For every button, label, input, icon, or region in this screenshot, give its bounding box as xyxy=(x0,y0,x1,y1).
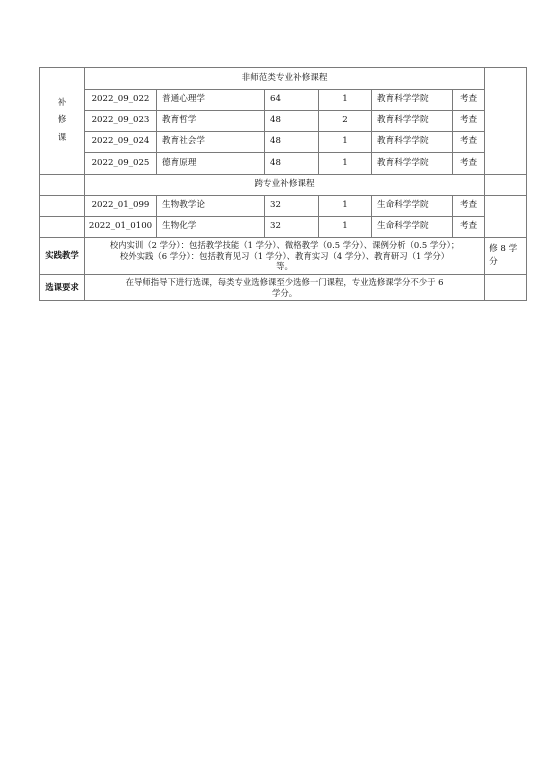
requirements-row xyxy=(40,275,527,301)
course-name: 德育原理 xyxy=(157,153,265,175)
practice-credit-note: 修 8 学分 xyxy=(485,238,527,275)
course-name: 生物教学论 xyxy=(157,196,265,217)
requirements-line-1: 在导师指导下进行选课，每类专业选修课至少选修一门课程，专业选修课学分不少于 6 xyxy=(125,276,444,287)
course-credits: 1 xyxy=(319,217,372,238)
course-credits: 1 xyxy=(319,90,372,111)
course-college: 生命科学学院 xyxy=(372,217,453,238)
course-college: 教育科学学院 xyxy=(372,132,453,153)
course-name: 生物化学 xyxy=(157,217,265,238)
course-code: 2022_09_023 xyxy=(85,111,157,132)
course-assessment: 考查 xyxy=(453,90,485,111)
course-hours: 32 xyxy=(265,217,319,238)
requirements-label: 选课要求 xyxy=(40,275,85,301)
course-assessment: 考查 xyxy=(453,196,485,217)
course-code: 2022_09_022 xyxy=(85,90,157,111)
course-code: 2022_09_024 xyxy=(85,132,157,153)
course-hours: 48 xyxy=(265,111,319,132)
practice-line-1: 校内实训（2 学分）：包括教学技能（1 学分）、微格教学（0.5 学分）、课例分析（0.5 学分）； xyxy=(109,239,460,250)
course-hours: 64 xyxy=(265,90,319,111)
course-credits: 1 xyxy=(319,153,372,175)
course-college: 教育科学学院 xyxy=(372,90,453,111)
course-name: 教育社会学 xyxy=(157,132,265,153)
course-assessment: 考查 xyxy=(453,132,485,153)
group-title-cross-major: 跨专业补修课程 xyxy=(85,175,485,196)
practice-label: 实践教学 xyxy=(40,238,85,275)
table-row xyxy=(40,90,527,111)
empty-label-cell xyxy=(40,196,85,217)
empty-credit-cell xyxy=(485,68,527,175)
empty-label-cell xyxy=(40,217,85,238)
course-credits: 1 xyxy=(319,132,372,153)
course-assessment: 考查 xyxy=(453,153,485,175)
empty-credit-cell xyxy=(485,196,527,238)
group-title-non-normal: 非师范类专业补修课程 xyxy=(85,68,485,90)
course-code: 2022_01_0100 xyxy=(85,217,157,238)
course-hours: 32 xyxy=(265,196,319,217)
course-table xyxy=(39,67,527,301)
table-row xyxy=(40,153,527,175)
course-assessment: 考查 xyxy=(453,111,485,132)
table-row xyxy=(40,132,527,153)
course-college: 教育科学学院 xyxy=(372,111,453,132)
course-code: 2022_01_099 xyxy=(85,196,157,217)
requirements-content xyxy=(85,275,485,301)
section-header-row xyxy=(40,68,527,90)
course-name: 普通心理学 xyxy=(157,90,265,111)
empty-label-cell xyxy=(40,175,85,196)
course-code: 2022_09_025 xyxy=(85,153,157,175)
table-row xyxy=(40,196,527,217)
empty-credit-cell xyxy=(485,175,527,196)
course-assessment: 考查 xyxy=(453,217,485,238)
course-college: 生命科学学院 xyxy=(372,196,453,217)
course-hours: 48 xyxy=(265,153,319,175)
course-credits: 1 xyxy=(319,196,372,217)
table-row xyxy=(40,217,527,238)
practice-line-2: 校外实践（6 学分）：包括教育见习（1 学分）、教育实习（4 学分）、教育研习（1 学分） xyxy=(119,250,450,261)
makeup-course-label: 补 修 课 xyxy=(40,68,85,175)
requirements-line-2: 学分。 xyxy=(271,287,298,298)
table-row xyxy=(40,111,527,132)
practice-line-3: 等。 xyxy=(276,261,293,272)
empty-credit-cell xyxy=(485,275,527,301)
section-header-row xyxy=(40,175,527,196)
practice-row xyxy=(40,238,527,275)
course-credits: 2 xyxy=(319,111,372,132)
course-name: 教育哲学 xyxy=(157,111,265,132)
course-hours: 48 xyxy=(265,132,319,153)
practice-content xyxy=(85,238,485,275)
course-college: 教育科学学院 xyxy=(372,153,453,175)
